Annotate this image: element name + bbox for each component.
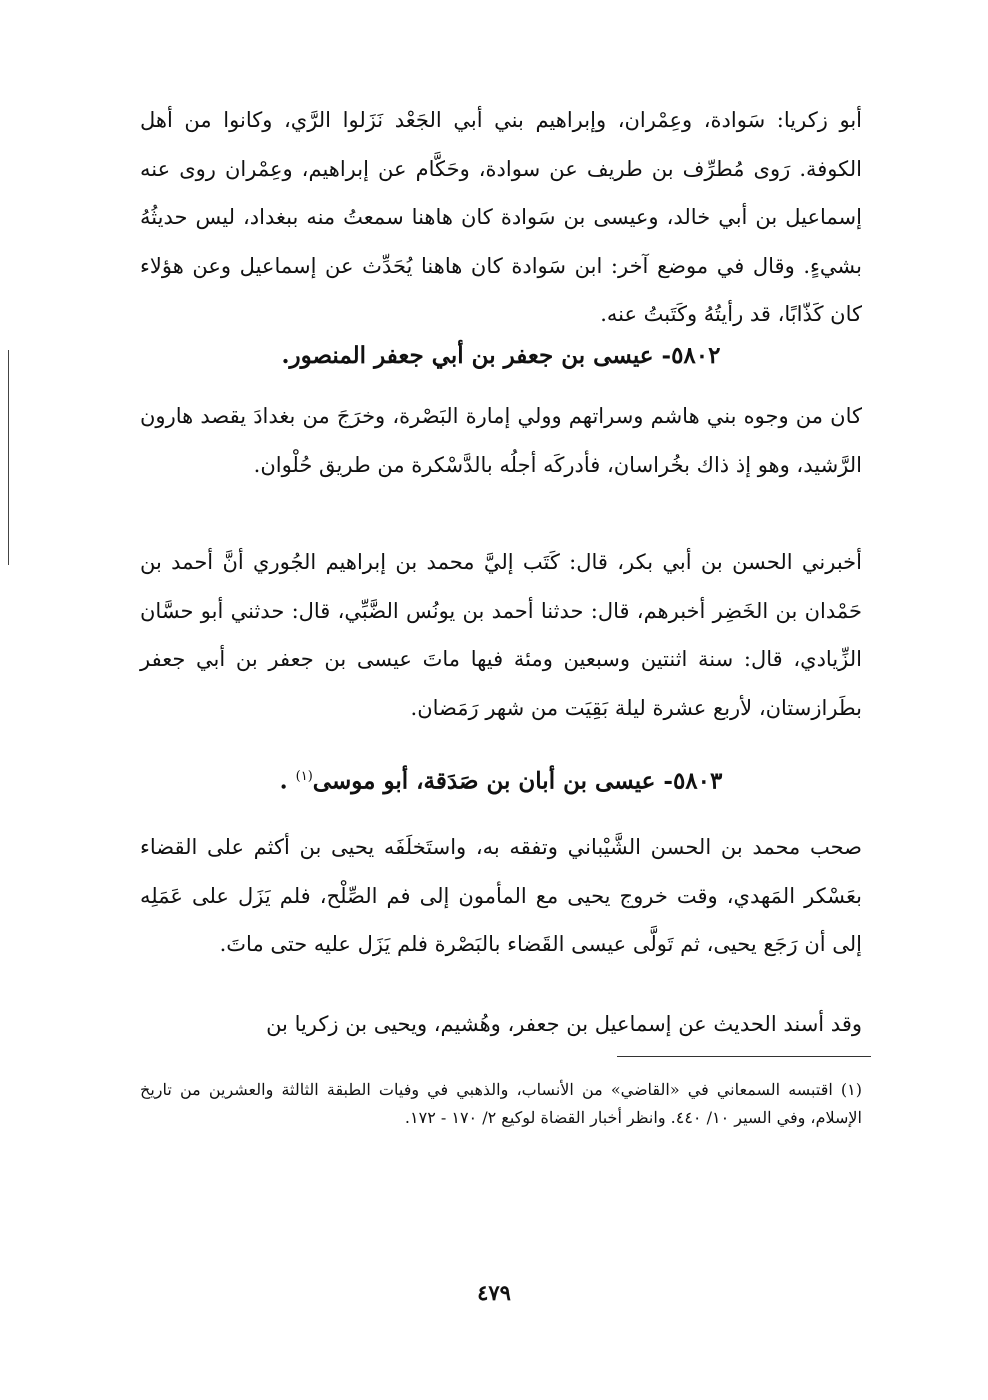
entry-5802-block-2: [140, 538, 862, 732]
entry-5803-paragraph-2: وقد أسند الحديث عن إسماعيل بن جعفر، وهُشيم، ويحيى بن زكريا بن: [266, 1012, 862, 1036]
footnote-1: (١) اقتبسه السمعاني في «القاضي» من الأنساب، والذهبي في وفيات الطبقة الثالثة والعشرين من تاريخ الإسلام، وفي السير ١٠/ ٤٤٠. وانظر أخبار القضاة لوكيع ٢/ ١٧٠ - ١٧٢.: [140, 1080, 862, 1127]
entry-5802-paragraph-2: أخبرني الحسن بن أبي بكر، قال: كَتَب إليَّ محمد بن إبراهيم الجُوري أنَّ أحمد بن حَمْدان بن الخَضِر أخبرهم، قال: حدثنا أحمد بن يونُس الضَّبِّي، قال: حدثني أبو حسَّان الزِّيادي، قال: سنة اثنتين وسبعين ومئة فيها ماتَ عيسى بن جعفر بن أبي جعفر بطَرازستان، لأربع عشرة ليلة بَقِيَت من شهر رَمَضان.: [140, 550, 862, 720]
entry-5803-heading-text: ٥٨٠٣- عيسى بن أبان بن صَدَقة، أبو موسى: [312, 767, 723, 795]
intro-paragraph: أبو زكريا: سَوادة، وعِمْران، وإبراهيم بني أبي الجَعْد نَزَلوا الرَّي، وكانوا من أهل الكوفة. رَوى مُطرِّف بن طريف عن سوادة، وحَكَّام عن إبراهيم، وعِمْران روى عنه إسماعيل بن أبي خالد، وعيسى بن سَوادة كان هاهنا سمعتُ منه ببغداد، ليس حديثُهُ بشيءٍ. وقال في موضع آخر: ابن سَوادة كان هاهنا يُحَدِّث عن إسماعيل وعن هؤلاء كان كَذّابًا، قد رأيتُهُ وكَتَبتُ عنه.: [140, 108, 862, 326]
footnote-separator: [617, 1056, 871, 1057]
entry-5803-block-2: [140, 1000, 862, 1049]
entry-5803-block-1: [140, 823, 862, 969]
entry-5803-heading-end: .: [279, 767, 296, 795]
footnotes-block: [140, 1076, 862, 1132]
footnote-reference: (١): [295, 769, 313, 784]
page-number: ٤٧٩: [477, 1280, 511, 1305]
entry-5803-paragraph-1: صحب محمد بن الحسن الشَّيْباني وتفقه به، واستَخلَفَه يحيى بن أكثم على القضاء بعَسْكر المَهدي، وقت خروج يحيى مع المأمون إلى فم الصِّلْح، فلم يَزَل على عَمَلِه إلى أن رَجَع يحيى، ثم تَولَّى عيسى القَضاء بالبَصْرة فلم يَزَل عليه حتى ماتَ.: [140, 835, 862, 956]
entry-5802-heading: ٥٨٠٢- عيسى بن جعفر بن أبي جعفر المنصور.: [281, 342, 721, 369]
entry-5802-paragraph-1: كان من وجوه بني هاشم وسراتهم وولي إمارة البَصْرة، وخرَجَ من بغدادَ يقصد هارون الرَّشيد، وهو إذ ذاك بخُراسان، فأدركَه أجلُه بالدَّسْكرة من طريق حُلْوان.: [140, 404, 862, 477]
entry-5803-heading: [140, 757, 862, 802]
entry-5802-block-1: [140, 392, 862, 489]
intro-block: [140, 96, 862, 339]
scan-edge-line: [8, 350, 9, 565]
